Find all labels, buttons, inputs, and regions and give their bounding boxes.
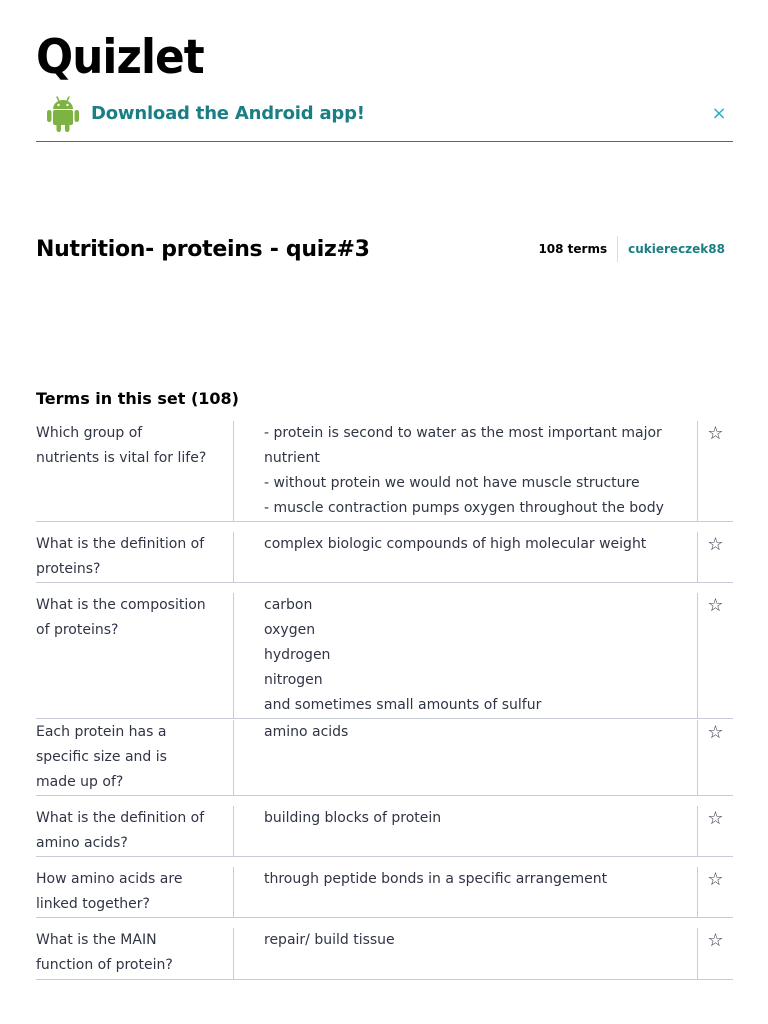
table-row <box>36 583 733 719</box>
android-app-banner[interactable] <box>36 88 733 142</box>
term-count: 108 terms <box>538 236 618 262</box>
table-row <box>36 796 733 857</box>
term-text: What is the MAIN function of protein? <box>36 928 234 979</box>
term-text: Which group of nutrients is vital for life? <box>36 421 234 521</box>
star-icon[interactable]: ☆ <box>707 722 724 743</box>
term-text: What is the composition of proteins? <box>36 593 234 718</box>
author-link[interactable]: cukiereczek88 <box>628 242 725 256</box>
term-text: What is the definition of proteins? <box>36 532 234 582</box>
term-text: What is the definition of amino acids? <box>36 806 234 856</box>
star-icon[interactable]: ☆ <box>707 595 724 616</box>
terms-table <box>36 421 733 980</box>
definition-text: repair/ build tissue <box>234 928 698 979</box>
definition-text: - protein is second to water as the most important major nutrient - without protein we would not have muscle structure - muscle contraction pumps oxygen throughout the body <box>234 421 698 521</box>
banner-download-text[interactable]: Download the Android app! <box>91 103 365 124</box>
close-banner-button[interactable]: × <box>711 103 727 124</box>
set-title: Nutrition- proteins - quiz#3 <box>36 237 370 262</box>
terms-heading: Terms in this set (108) <box>36 389 239 408</box>
term-text: How amino acids are linked together? <box>36 867 234 917</box>
definition-text: amino acids <box>234 720 698 795</box>
term-text: Each protein has a specific size and is made up of? <box>36 720 234 795</box>
table-row <box>36 522 733 583</box>
star-icon[interactable]: ☆ <box>707 808 724 829</box>
set-meta <box>538 236 725 262</box>
table-row <box>36 857 733 918</box>
table-row <box>36 918 733 980</box>
table-row <box>36 719 733 796</box>
definition-text: through peptide bonds in a specific arrangement <box>234 867 698 917</box>
star-icon[interactable]: ☆ <box>707 423 724 444</box>
definition-text: complex biologic compounds of high molecular weight <box>234 532 698 582</box>
star-icon[interactable]: ☆ <box>707 534 724 555</box>
star-icon[interactable]: ☆ <box>707 930 724 951</box>
table-row <box>36 421 733 522</box>
definition-text: carbon oxygen hydrogen nitrogen and sometimes small amounts of sulfur <box>234 593 698 718</box>
star-icon[interactable]: ☆ <box>707 869 724 890</box>
android-icon <box>46 95 80 133</box>
quizlet-logo[interactable]: Quizlet <box>36 30 204 85</box>
definition-text: building blocks of protein <box>234 806 698 856</box>
